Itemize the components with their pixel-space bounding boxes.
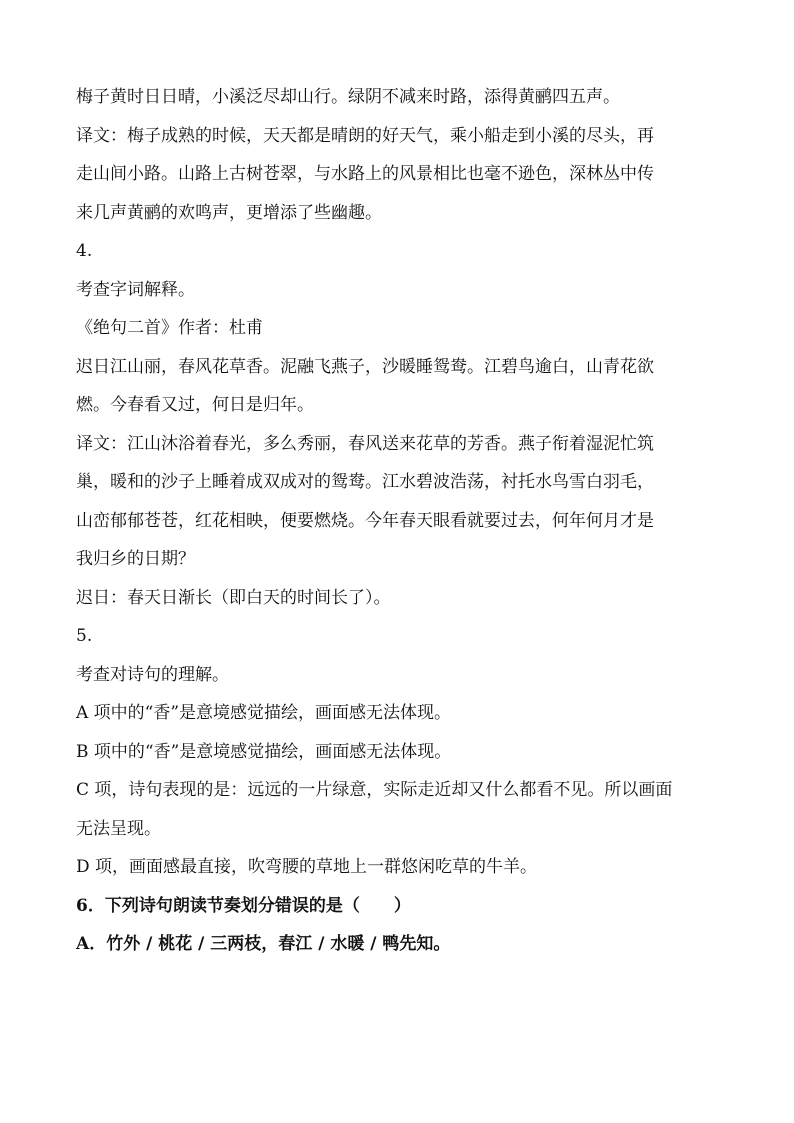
analysis-line: 考查对诗句的理解。 [76,664,229,685]
question-number: 5. [76,626,93,646]
option-analysis-c: 无法呈现。 [76,818,161,839]
translation-line: 山峦郁郁苍苍，红花相映，便要燃烧。今年春天眼看就要过去，何年何月才是 [76,510,654,531]
annotation-line: 迟日：春天日渐长（即白天的时间长了）。 [76,587,391,608]
translation-line: 译文：梅子成熟的时候，天天都是晴朗的好天气，乘小船走到小溪的尽头，再 [76,125,654,146]
option-analysis-b: B 项中的“香”是意境感觉描绘，画面感无法体现。 [76,741,452,762]
poem-line: 迟日江山丽，春风花草香。泥融飞燕子，沙暖睡鸳鸯。江碧鸟逾白，山青花欲 [76,356,654,377]
option-a: A．竹外 / 桃花 / 三两枝，春江 / 水暖 / 鸭先知。 [76,934,451,954]
question-number: 4. [76,241,93,261]
question-stem: 6．下列诗句朗读节奏划分错误的是（ ） [76,895,411,916]
poem-line: 梅子黄时日日晴，小溪泛尽却山行。绿阴不减来时路，添得黄鹂四五声。 [76,87,620,107]
poem-title: 《绝句二首》作者：杜甫 [76,318,263,338]
poem-line: 燃。今春看又过，何日是归年。 [76,395,314,415]
analysis-line: 考查字词解释。 [76,279,195,300]
document-page [76,78,724,964]
translation-line: 巢，暖和的沙子上睡着成双成对的鸳鸯。江水碧波浩荡，衬托水鸟雪白羽毛， [76,472,654,492]
translation-line: 译文：江山沐浴着春光，多么秀丽，春风送来花草的芳香。燕子衔着湿泥忙筑 [76,433,654,454]
option-analysis-c: C 项，诗句表现的是：远远的一片绿意，实际走近却又什么都看不见。所以画面 [76,780,673,800]
translation-line: 走山间小路。山路上古树苍翠，与水路上的风景相比也毫不逊色，深林丛中传 [76,164,654,184]
translation-line: 我归乡的日期？ [76,549,195,569]
option-analysis-d: D 项，画面感最直接，吹弯腰的草地上一群悠闲吃草的牛羊。 [76,857,538,877]
translation-line: 来几声黄鹂的欢鸣声，更增添了些幽趣。 [76,202,382,223]
option-analysis-a: A 项中的“香”是意境感觉描绘，画面感无法体现。 [76,703,452,723]
